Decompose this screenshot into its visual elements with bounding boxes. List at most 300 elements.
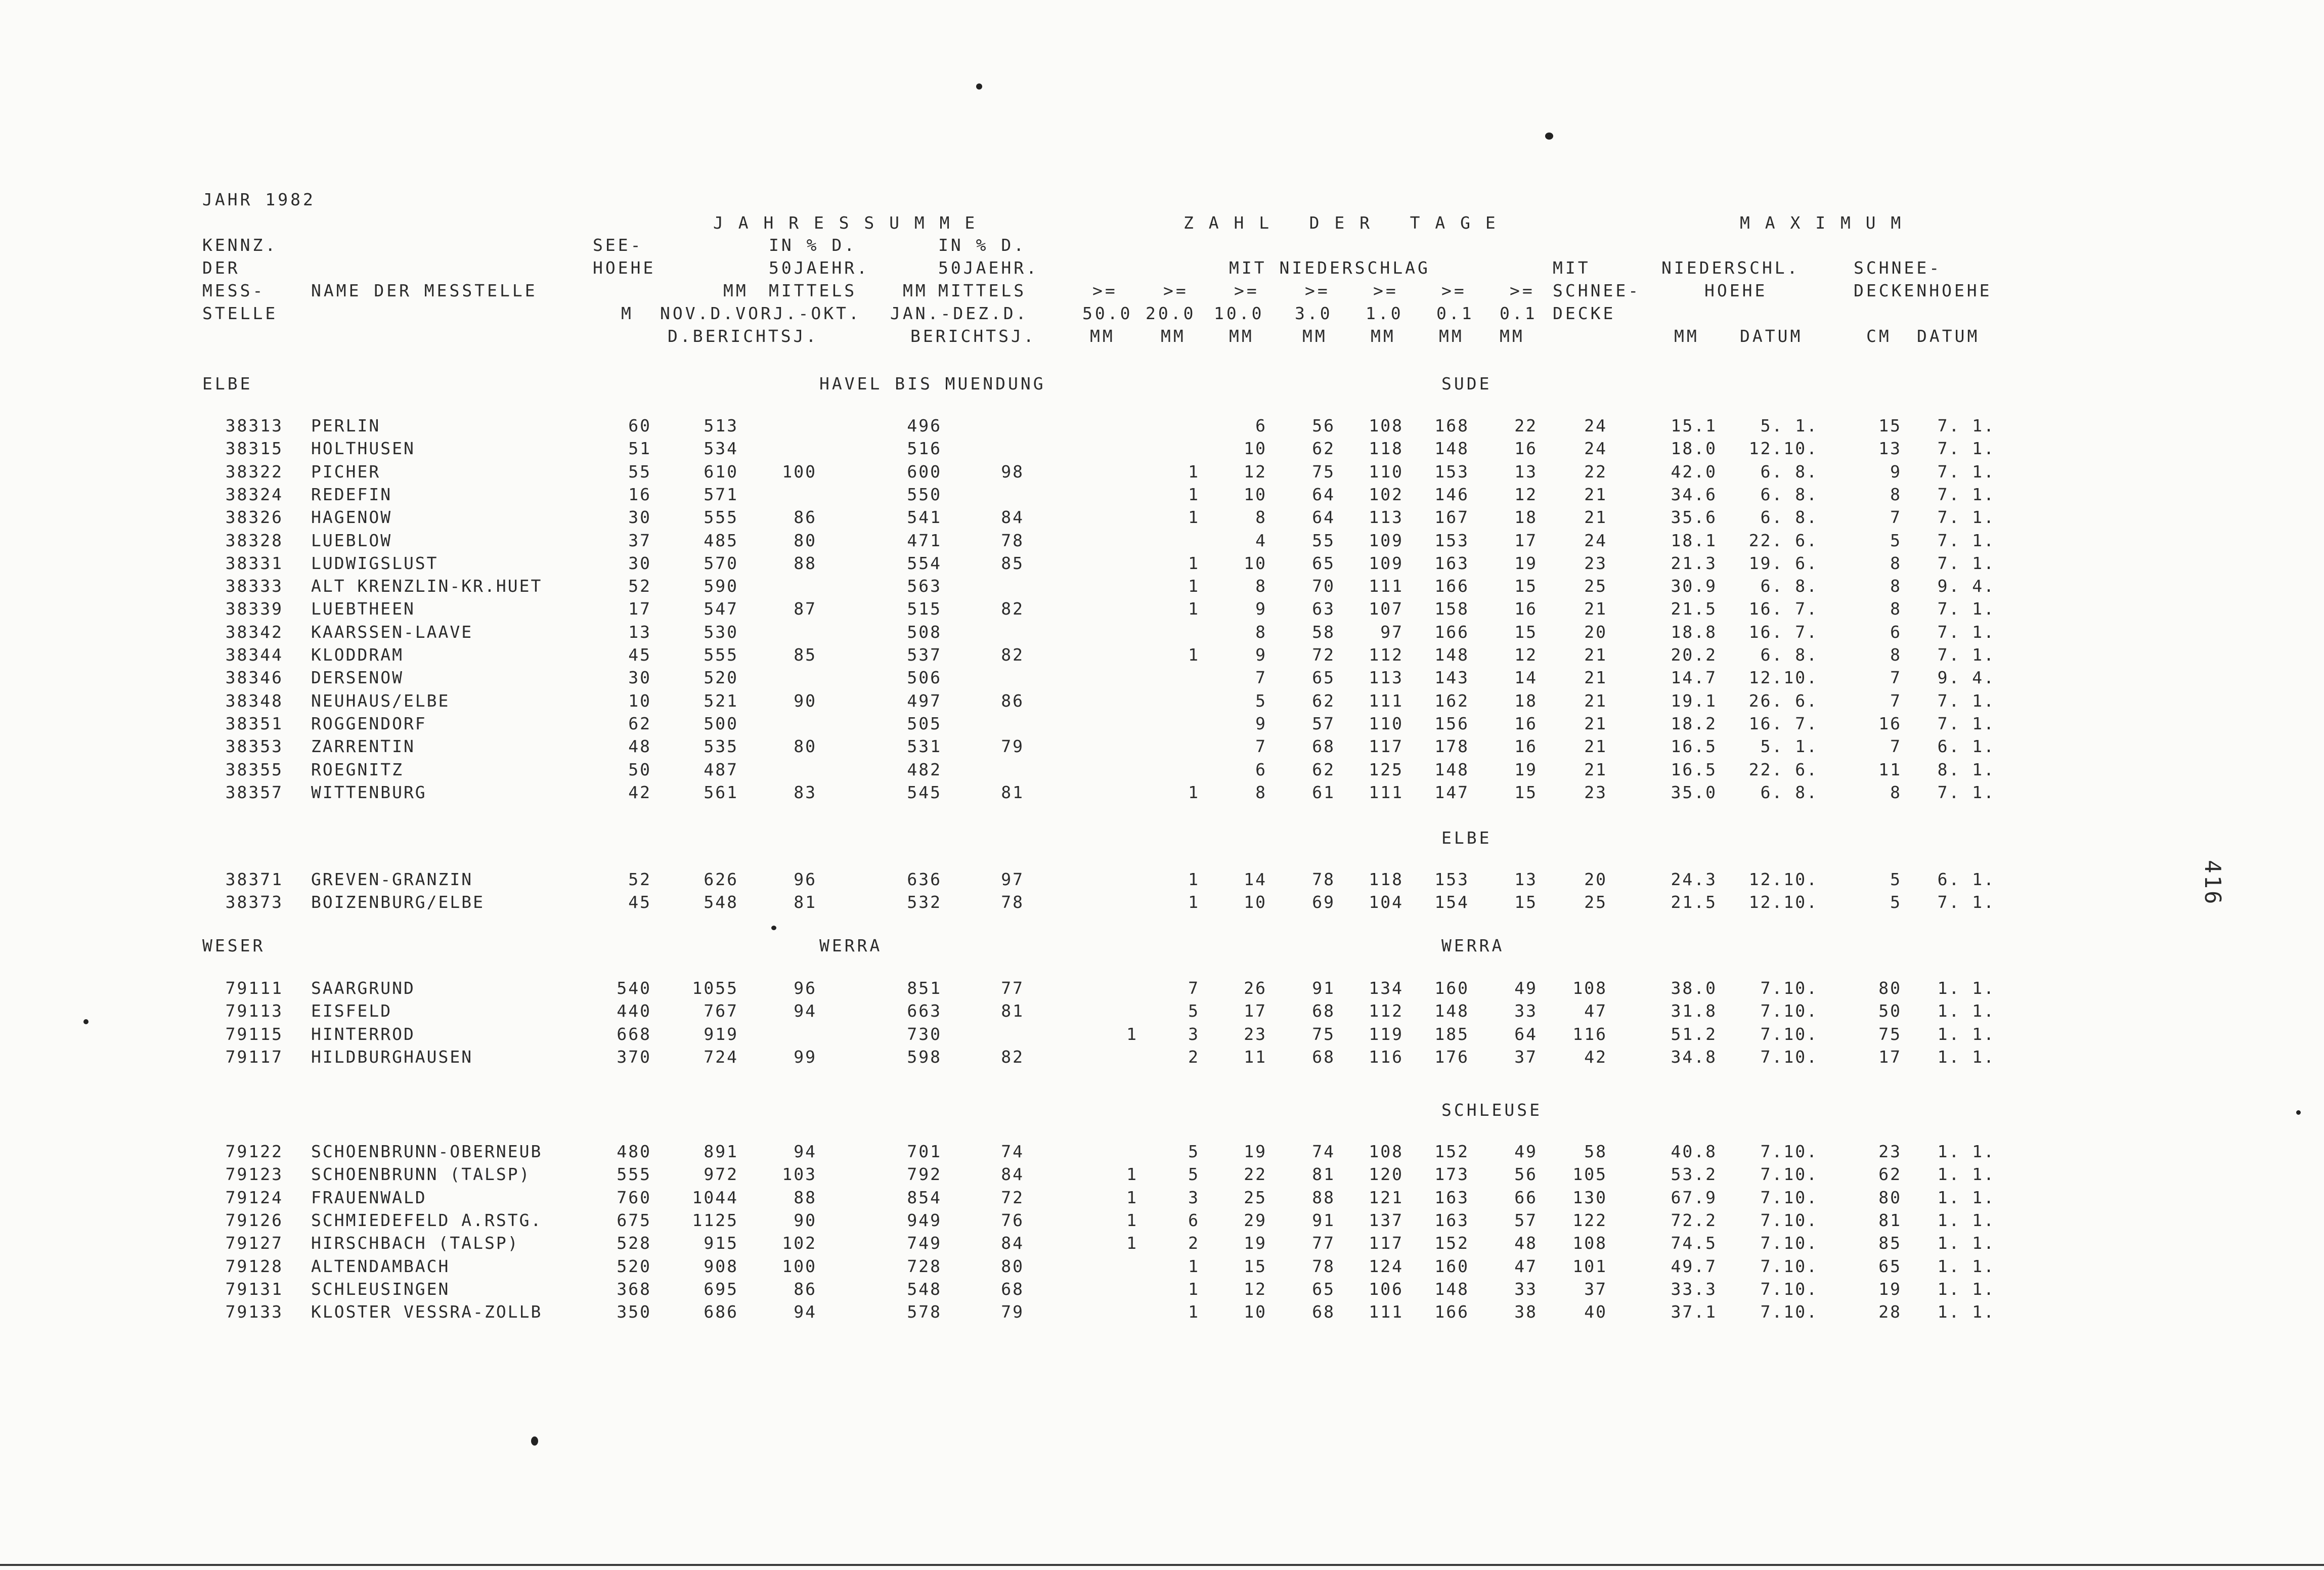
header-zahl-der-tage: Z A H L D E R T A G E <box>1183 213 1498 233</box>
cell-max-niederschlag-mm: 21.5 <box>1671 892 1717 912</box>
header-schneedecke-3: DECKE <box>1553 303 1616 323</box>
cell-kennz: 38371 <box>225 869 283 889</box>
cell-seehoehe: 30 <box>628 668 651 687</box>
cell-max-schnee-cm: 23 <box>1878 1142 1902 1161</box>
header-ge1-2: 1.0 <box>1366 303 1404 323</box>
cell-max-niederschlag-mm: 72.2 <box>1671 1210 1717 1230</box>
cell-tage-ge1: 111 <box>1369 782 1404 802</box>
cell-tage-ge20: 1 <box>1188 892 1200 912</box>
cell-mm-jan-dez: 851 <box>907 978 942 998</box>
cell-max-schnee-cm: 11 <box>1878 760 1902 779</box>
cell-tage-ge20: 3 <box>1188 1188 1200 1207</box>
cell-seehoehe: 520 <box>617 1256 651 1276</box>
cell-max-schnee-datum: 7. 1. <box>1937 553 1995 573</box>
cell-mm-jan-dez: 516 <box>907 439 942 458</box>
cell-pct-nov-okt: 85 <box>794 645 817 665</box>
cell-max-niederschlag-mm: 49.7 <box>1671 1256 1717 1276</box>
cell-mm-jan-dez: 532 <box>907 892 942 912</box>
header-kennz-1: KENNZ. <box>202 235 278 255</box>
cell-max-niederschlag-datum: 7.10. <box>1760 1164 1818 1184</box>
cell-max-niederschlag-mm: 30.9 <box>1671 576 1717 596</box>
cell-kennz: 79124 <box>225 1188 283 1207</box>
cell-tage-ge10: 29 <box>1244 1210 1267 1230</box>
header-schneedecken-2: DECKENHOEHE <box>1854 281 1992 300</box>
cell-tage-ge01b: 12 <box>1514 485 1538 504</box>
cell-max-schnee-datum: 1. 1. <box>1937 1047 1995 1067</box>
cell-max-niederschlag-datum: 7.10. <box>1760 1233 1818 1253</box>
header-jahressumme: J A H R E S S U M M E <box>713 213 978 233</box>
river-basin-label: ELBE <box>202 374 253 394</box>
tributary-label: WERRA <box>1441 936 1505 955</box>
cell-kennz: 79122 <box>225 1142 283 1161</box>
cell-tage-ge10: 9 <box>1255 714 1267 733</box>
cell-tage-ge10: 14 <box>1244 869 1267 889</box>
cell-tage-ge3: 64 <box>1312 485 1335 504</box>
cell-name: SCHLEUSINGEN <box>311 1279 450 1299</box>
cell-schneedecke-tage: 21 <box>1584 507 1607 527</box>
cell-tage-ge01: 153 <box>1434 531 1469 550</box>
cell-name: WITTENBURG <box>311 782 427 802</box>
header-seehoehe-3: M <box>621 303 634 323</box>
cell-mm-nov-okt: 521 <box>704 691 738 711</box>
cell-tage-ge10: 7 <box>1255 668 1267 687</box>
cell-max-niederschlag-datum: 6. 8. <box>1760 507 1818 527</box>
header-berichtsj: BERICHTSJ. <box>910 326 1036 346</box>
cell-tage-ge3: 68 <box>1312 1302 1335 1322</box>
cell-mm-jan-dez: 663 <box>907 1001 942 1021</box>
cell-kennz: 79128 <box>225 1256 283 1276</box>
cell-mm-nov-okt: 610 <box>704 462 738 482</box>
cell-tage-ge20: 6 <box>1188 1210 1200 1230</box>
cell-tage-ge10: 9 <box>1255 599 1267 619</box>
cell-name: ZARRENTIN <box>311 736 415 756</box>
cell-tage-ge20: 1 <box>1188 462 1200 482</box>
cell-pct-jan-dez: 79 <box>1001 1302 1024 1322</box>
cell-tage-ge01: 163 <box>1434 1188 1469 1207</box>
cell-tage-ge01b: 18 <box>1514 691 1538 711</box>
cell-name: GREVEN-GRANZIN <box>311 869 473 889</box>
cell-schneedecke-tage: 101 <box>1572 1256 1607 1276</box>
cell-mm-nov-okt: 530 <box>704 622 738 642</box>
cell-mm-nov-okt: 520 <box>704 668 738 687</box>
cell-tage-ge3: 64 <box>1312 507 1335 527</box>
cell-max-schnee-datum: 7. 1. <box>1937 599 1995 619</box>
cell-max-niederschlag-datum: 19. 6. <box>1748 553 1818 573</box>
cell-mm-jan-dez: 730 <box>907 1024 942 1044</box>
cell-seehoehe: 30 <box>628 553 651 573</box>
cell-kennz: 38357 <box>225 782 283 802</box>
cell-tage-ge10: 11 <box>1244 1047 1267 1067</box>
cell-max-niederschlag-mm: 18.8 <box>1671 622 1717 642</box>
cell-pct-nov-okt: 90 <box>794 691 817 711</box>
header-niederschl: NIEDERSCHL. <box>1661 258 1800 278</box>
header-ge20-1: >= <box>1163 281 1189 300</box>
cell-max-schnee-datum: 6. 1. <box>1937 736 1995 756</box>
cell-max-schnee-cm: 7 <box>1890 736 1902 756</box>
cell-tage-ge3: 78 <box>1312 1256 1335 1276</box>
cell-mm-nov-okt: 590 <box>704 576 738 596</box>
cell-max-niederschlag-datum: 12.10. <box>1748 439 1818 458</box>
cell-kennz: 38322 <box>225 462 283 482</box>
cell-max-niederschlag-datum: 5. 1. <box>1760 416 1818 435</box>
cell-max-niederschlag-datum: 7.10. <box>1760 1302 1818 1322</box>
cell-max-niederschlag-datum: 7.10. <box>1760 1047 1818 1067</box>
cell-schneedecke-tage: 108 <box>1572 978 1607 998</box>
cell-tage-ge01b: 33 <box>1514 1001 1538 1021</box>
cell-max-niederschlag-datum: 7.10. <box>1760 1024 1818 1044</box>
cell-tage-ge01b: 15 <box>1514 622 1538 642</box>
cell-seehoehe: 480 <box>617 1142 651 1161</box>
tributary-label: SUDE <box>1441 374 1492 394</box>
cell-max-schnee-datum: 8. 1. <box>1937 760 1995 779</box>
cell-pct-jan-dez: 77 <box>1001 978 1024 998</box>
cell-schneedecke-tage: 20 <box>1584 869 1607 889</box>
cell-schneedecke-tage: 21 <box>1584 645 1607 665</box>
cell-schneedecke-tage: 23 <box>1584 553 1607 573</box>
cell-kennz: 38351 <box>225 714 283 733</box>
header-ge10-1: >= <box>1234 281 1259 300</box>
cell-pct-nov-okt: 83 <box>794 782 817 802</box>
cell-tage-ge01: 154 <box>1434 892 1469 912</box>
cell-tage-ge1: 118 <box>1369 869 1404 889</box>
cell-mm-jan-dez: 636 <box>907 869 942 889</box>
cell-max-niederschlag-mm: 19.1 <box>1671 691 1717 711</box>
cell-tage-ge10: 8 <box>1255 782 1267 802</box>
cell-tage-ge1: 119 <box>1369 1024 1404 1044</box>
cell-max-niederschlag-datum: 7.10. <box>1760 1256 1818 1276</box>
cell-tage-ge1: 120 <box>1369 1164 1404 1184</box>
cell-tage-ge1: 107 <box>1369 599 1404 619</box>
cell-name: HOLTHUSEN <box>311 439 415 458</box>
cell-seehoehe: 48 <box>628 736 651 756</box>
cell-tage-ge10: 9 <box>1255 645 1267 665</box>
cell-max-niederschlag-mm: 34.8 <box>1671 1047 1717 1067</box>
cell-tage-ge3: 61 <box>1312 782 1335 802</box>
cell-tage-ge01b: 22 <box>1514 416 1538 435</box>
cell-tage-ge10: 15 <box>1244 1256 1267 1276</box>
cell-mm-jan-dez: 515 <box>907 599 942 619</box>
header-pct1-1: IN % D. <box>769 235 857 255</box>
cell-pct-nov-okt: 99 <box>794 1047 817 1067</box>
cell-tage-ge01b: 19 <box>1514 553 1538 573</box>
cell-tage-ge1: 110 <box>1369 462 1404 482</box>
header-ge3-2: 3.0 <box>1295 303 1333 323</box>
cell-name: ALT KRENZLIN-KR.HUET <box>311 576 543 596</box>
cell-tage-ge3: 91 <box>1312 978 1335 998</box>
cell-max-niederschlag-datum: 12.10. <box>1748 668 1818 687</box>
cell-max-schnee-datum: 9. 4. <box>1937 668 1995 687</box>
cell-max-schnee-cm: 5 <box>1890 531 1902 550</box>
cell-seehoehe: 440 <box>617 1001 651 1021</box>
cell-kennz: 38326 <box>225 507 283 527</box>
cell-kennz: 79113 <box>225 1001 283 1021</box>
cell-tage-ge20: 1 <box>1188 507 1200 527</box>
cell-max-schnee-datum: 1. 1. <box>1937 1210 1995 1230</box>
cell-tage-ge10: 17 <box>1244 1001 1267 1021</box>
cell-tage-ge3: 74 <box>1312 1142 1335 1161</box>
cell-tage-ge01b: 15 <box>1514 782 1538 802</box>
cell-tage-ge3: 72 <box>1312 645 1335 665</box>
scan-speck <box>771 926 776 930</box>
cell-seehoehe: 555 <box>617 1164 651 1184</box>
cell-max-niederschlag-datum: 7.10. <box>1760 978 1818 998</box>
cell-tage-ge01: 168 <box>1434 416 1469 435</box>
river-basin-label: WESER <box>202 936 266 955</box>
cell-tage-ge01: 176 <box>1434 1047 1469 1067</box>
header-max-datum-2: DATUM <box>1917 326 1980 346</box>
cell-mm-jan-dez: 949 <box>907 1210 942 1230</box>
header-pct2-3: MITTELS <box>938 281 1027 300</box>
header-kennz-4: STELLE <box>202 303 278 323</box>
cell-tage-ge50: 1 <box>1126 1233 1138 1253</box>
cell-max-niederschlag-mm: 16.5 <box>1671 760 1717 779</box>
cell-kennz: 38328 <box>225 531 283 550</box>
cell-max-schnee-cm: 19 <box>1878 1279 1902 1299</box>
cell-tage-ge01b: 15 <box>1514 892 1538 912</box>
cell-schneedecke-tage: 42 <box>1584 1047 1607 1067</box>
cell-tage-ge20: 3 <box>1188 1024 1200 1044</box>
cell-tage-ge01b: 16 <box>1514 599 1538 619</box>
cell-max-schnee-cm: 50 <box>1878 1001 1902 1021</box>
cell-kennz: 79133 <box>225 1302 283 1322</box>
header-ge10-2: 10.0 <box>1214 303 1264 323</box>
cell-schneedecke-tage: 47 <box>1584 1001 1607 1021</box>
cell-max-schnee-cm: 7 <box>1890 507 1902 527</box>
cell-max-schnee-cm: 15 <box>1878 416 1902 435</box>
cell-seehoehe: 60 <box>628 416 651 435</box>
cell-schneedecke-tage: 22 <box>1584 462 1607 482</box>
cell-max-schnee-datum: 1. 1. <box>1937 1142 1995 1161</box>
cell-tage-ge1: 109 <box>1369 553 1404 573</box>
cell-schneedecke-tage: 105 <box>1572 1164 1607 1184</box>
cell-name: DERSENOW <box>311 668 404 687</box>
cell-max-schnee-datum: 6. 1. <box>1937 869 1995 889</box>
cell-mm-jan-dez: 545 <box>907 782 942 802</box>
cell-tage-ge3: 56 <box>1312 416 1335 435</box>
cell-seehoehe: 45 <box>628 645 651 665</box>
cell-tage-ge20: 5 <box>1188 1164 1200 1184</box>
header-kennz-3: MESS- <box>202 281 266 300</box>
cell-pct-jan-dez: 72 <box>1001 1188 1024 1207</box>
year-label: JAHR 1982 <box>202 190 316 209</box>
cell-seehoehe: 51 <box>628 439 651 458</box>
header-ge50-1: >= <box>1092 281 1118 300</box>
cell-tage-ge3: 55 <box>1312 531 1335 550</box>
cell-mm-jan-dez: 471 <box>907 531 942 550</box>
cell-max-niederschlag-datum: 7.10. <box>1760 1142 1818 1161</box>
cell-tage-ge01b: 49 <box>1514 1142 1538 1161</box>
cell-pct-nov-okt: 102 <box>782 1233 817 1253</box>
header-pct2-2: 50JAEHR. <box>938 258 1039 278</box>
cell-tage-ge01b: 56 <box>1514 1164 1538 1184</box>
cell-max-niederschlag-mm: 37.1 <box>1671 1302 1717 1322</box>
cell-seehoehe: 42 <box>628 782 651 802</box>
cell-max-schnee-cm: 16 <box>1878 714 1902 733</box>
cell-mm-jan-dez: 506 <box>907 668 942 687</box>
cell-kennz: 79126 <box>225 1210 283 1230</box>
header-ge3-1: >= <box>1305 281 1330 300</box>
cell-max-schnee-datum: 1. 1. <box>1937 1164 1995 1184</box>
cell-mm-nov-okt: 1125 <box>692 1210 738 1230</box>
cell-pct-jan-dez: 84 <box>1001 1164 1024 1184</box>
cell-mm-jan-dez: 749 <box>907 1233 942 1253</box>
cell-tage-ge3: 65 <box>1312 668 1335 687</box>
cell-tage-ge1: 108 <box>1369 416 1404 435</box>
cell-tage-ge01: 152 <box>1434 1233 1469 1253</box>
cell-tage-ge20: 1 <box>1188 576 1200 596</box>
cell-tage-ge10: 7 <box>1255 736 1267 756</box>
cell-tage-ge20: 1 <box>1188 599 1200 619</box>
cell-tage-ge1: 117 <box>1369 736 1404 756</box>
cell-tage-ge01: 147 <box>1434 782 1469 802</box>
cell-name: KLOSTER VESSRA-ZOLLB <box>311 1302 543 1322</box>
cell-pct-nov-okt: 100 <box>782 462 817 482</box>
cell-tage-ge1: 113 <box>1369 668 1404 687</box>
cell-mm-nov-okt: 919 <box>704 1024 738 1044</box>
cell-max-niederschlag-mm: 16.5 <box>1671 736 1717 756</box>
cell-pct-nov-okt: 94 <box>794 1142 817 1161</box>
cell-mm-nov-okt: 555 <box>704 507 738 527</box>
cell-tage-ge20: 2 <box>1188 1047 1200 1067</box>
cell-mm-nov-okt: 555 <box>704 645 738 665</box>
cell-tage-ge01: 148 <box>1434 645 1469 665</box>
cell-seehoehe: 52 <box>628 869 651 889</box>
cell-tage-ge01b: 13 <box>1514 462 1538 482</box>
cell-max-niederschlag-datum: 16. 7. <box>1748 599 1818 619</box>
cell-max-schnee-cm: 7 <box>1890 668 1902 687</box>
cell-tage-ge50: 1 <box>1126 1024 1138 1044</box>
cell-mm-nov-okt: 626 <box>704 869 738 889</box>
cell-max-niederschlag-mm: 38.0 <box>1671 978 1717 998</box>
cell-max-niederschlag-mm: 33.3 <box>1671 1279 1717 1299</box>
cell-seehoehe: 675 <box>617 1210 651 1230</box>
cell-seehoehe: 30 <box>628 507 651 527</box>
cell-pct-nov-okt: 88 <box>794 553 817 573</box>
header-ge50-2: 50.0 <box>1082 303 1133 323</box>
cell-max-schnee-cm: 8 <box>1890 782 1902 802</box>
cell-tage-ge1: 104 <box>1369 892 1404 912</box>
cell-mm-nov-okt: 891 <box>704 1142 738 1161</box>
cell-pct-nov-okt: 86 <box>794 1279 817 1299</box>
cell-max-schnee-datum: 1. 1. <box>1937 1188 1995 1207</box>
cell-tage-ge01: 143 <box>1434 668 1469 687</box>
cell-max-schnee-cm: 7 <box>1890 691 1902 711</box>
cell-seehoehe: 368 <box>617 1279 651 1299</box>
cell-tage-ge01: 153 <box>1434 462 1469 482</box>
cell-tage-ge01b: 12 <box>1514 645 1538 665</box>
cell-tage-ge01: 173 <box>1434 1164 1469 1184</box>
cell-max-schnee-datum: 7. 1. <box>1937 462 1995 482</box>
page-number: 416 <box>2200 860 2225 906</box>
cell-tage-ge1: 118 <box>1369 439 1404 458</box>
cell-mm-jan-dez: 563 <box>907 576 942 596</box>
header-pct1-3: MITTELS <box>769 281 857 300</box>
cell-max-niederschlag-mm: 53.2 <box>1671 1164 1717 1184</box>
cell-tage-ge1: 111 <box>1369 576 1404 596</box>
cell-tage-ge01b: 19 <box>1514 760 1538 779</box>
cell-tage-ge10: 12 <box>1244 1279 1267 1299</box>
cell-pct-nov-okt: 90 <box>794 1210 817 1230</box>
tributary-label: SCHLEUSE <box>1441 1100 1542 1120</box>
header-ge01b-1: >= <box>1510 281 1535 300</box>
cell-tage-ge20: 1 <box>1188 1256 1200 1276</box>
cell-pct-jan-dez: 78 <box>1001 892 1024 912</box>
cell-tage-ge01b: 64 <box>1514 1024 1538 1044</box>
header-name: NAME DER MESSTELLE <box>311 281 538 300</box>
header-ge3-3: MM <box>1302 326 1328 346</box>
cell-tage-ge01b: 14 <box>1514 668 1538 687</box>
cell-pct-jan-dez: 74 <box>1001 1142 1024 1161</box>
cell-max-schnee-cm: 81 <box>1878 1210 1902 1230</box>
cell-schneedecke-tage: 37 <box>1584 1279 1607 1299</box>
cell-name: ALTENDAMBACH <box>311 1256 450 1276</box>
scan-speck <box>531 1436 538 1446</box>
cell-tage-ge50: 1 <box>1126 1164 1138 1184</box>
cell-max-niederschlag-mm: 34.6 <box>1671 485 1717 504</box>
cell-schneedecke-tage: 21 <box>1584 736 1607 756</box>
cell-max-schnee-cm: 80 <box>1878 978 1902 998</box>
scan-speck <box>83 1019 89 1024</box>
cell-tage-ge10: 10 <box>1244 553 1267 573</box>
cell-name: REDEFIN <box>311 485 392 504</box>
cell-schneedecke-tage: 24 <box>1584 439 1607 458</box>
cell-tage-ge10: 19 <box>1244 1142 1267 1161</box>
cell-seehoehe: 17 <box>628 599 651 619</box>
header-ge01b-2: 0.1 <box>1500 303 1538 323</box>
header-jan-dez: JAN.-DEZ.D. <box>890 303 1029 323</box>
cell-name: KAARSSEN-LAAVE <box>311 622 473 642</box>
cell-tage-ge10: 23 <box>1244 1024 1267 1044</box>
cell-tage-ge3: 57 <box>1312 714 1335 733</box>
cell-tage-ge10: 26 <box>1244 978 1267 998</box>
cell-tage-ge3: 77 <box>1312 1233 1335 1253</box>
cell-pct-jan-dez: 79 <box>1001 736 1024 756</box>
cell-tage-ge20: 5 <box>1188 1142 1200 1161</box>
header-ge01a-2: 0.1 <box>1436 303 1474 323</box>
cell-pct-jan-dez: 85 <box>1001 553 1024 573</box>
cell-max-schnee-datum: 7. 1. <box>1937 622 1995 642</box>
cell-max-niederschlag-mm: 18.1 <box>1671 531 1717 550</box>
cell-pct-nov-okt: 88 <box>794 1188 817 1207</box>
cell-tage-ge10: 10 <box>1244 439 1267 458</box>
cell-tage-ge01: 156 <box>1434 714 1469 733</box>
cell-tage-ge3: 68 <box>1312 736 1335 756</box>
cell-max-schnee-datum: 9. 4. <box>1937 576 1995 596</box>
header-max-datum: DATUM <box>1740 326 1803 346</box>
cell-mm-jan-dez: 508 <box>907 622 942 642</box>
header-schneedecken-1: SCHNEE- <box>1854 258 1942 278</box>
cell-max-schnee-datum: 7. 1. <box>1937 531 1995 550</box>
cell-max-niederschlag-datum: 7.10. <box>1760 1001 1818 1021</box>
header-nov-okt: NOV.D.VORJ.-OKT. <box>660 303 861 323</box>
cell-max-niederschlag-datum: 6. 8. <box>1760 782 1818 802</box>
cell-mm-nov-okt: 724 <box>704 1047 738 1067</box>
cell-tage-ge3: 65 <box>1312 1279 1335 1299</box>
cell-seehoehe: 350 <box>617 1302 651 1322</box>
tributary-label: ELBE <box>1441 828 1492 848</box>
cell-seehoehe: 45 <box>628 892 651 912</box>
cell-schneedecke-tage: 58 <box>1584 1142 1607 1161</box>
cell-schneedecke-tage: 21 <box>1584 668 1607 687</box>
cell-kennz: 38331 <box>225 553 283 573</box>
cell-tage-ge10: 4 <box>1255 531 1267 550</box>
cell-max-schnee-cm: 28 <box>1878 1302 1902 1322</box>
cell-tage-ge1: 137 <box>1369 1210 1404 1230</box>
cell-tage-ge1: 116 <box>1369 1047 1404 1067</box>
cell-tage-ge01b: 66 <box>1514 1188 1538 1207</box>
cell-pct-jan-dez: 97 <box>1001 869 1024 889</box>
cell-pct-nov-okt: 94 <box>794 1001 817 1021</box>
